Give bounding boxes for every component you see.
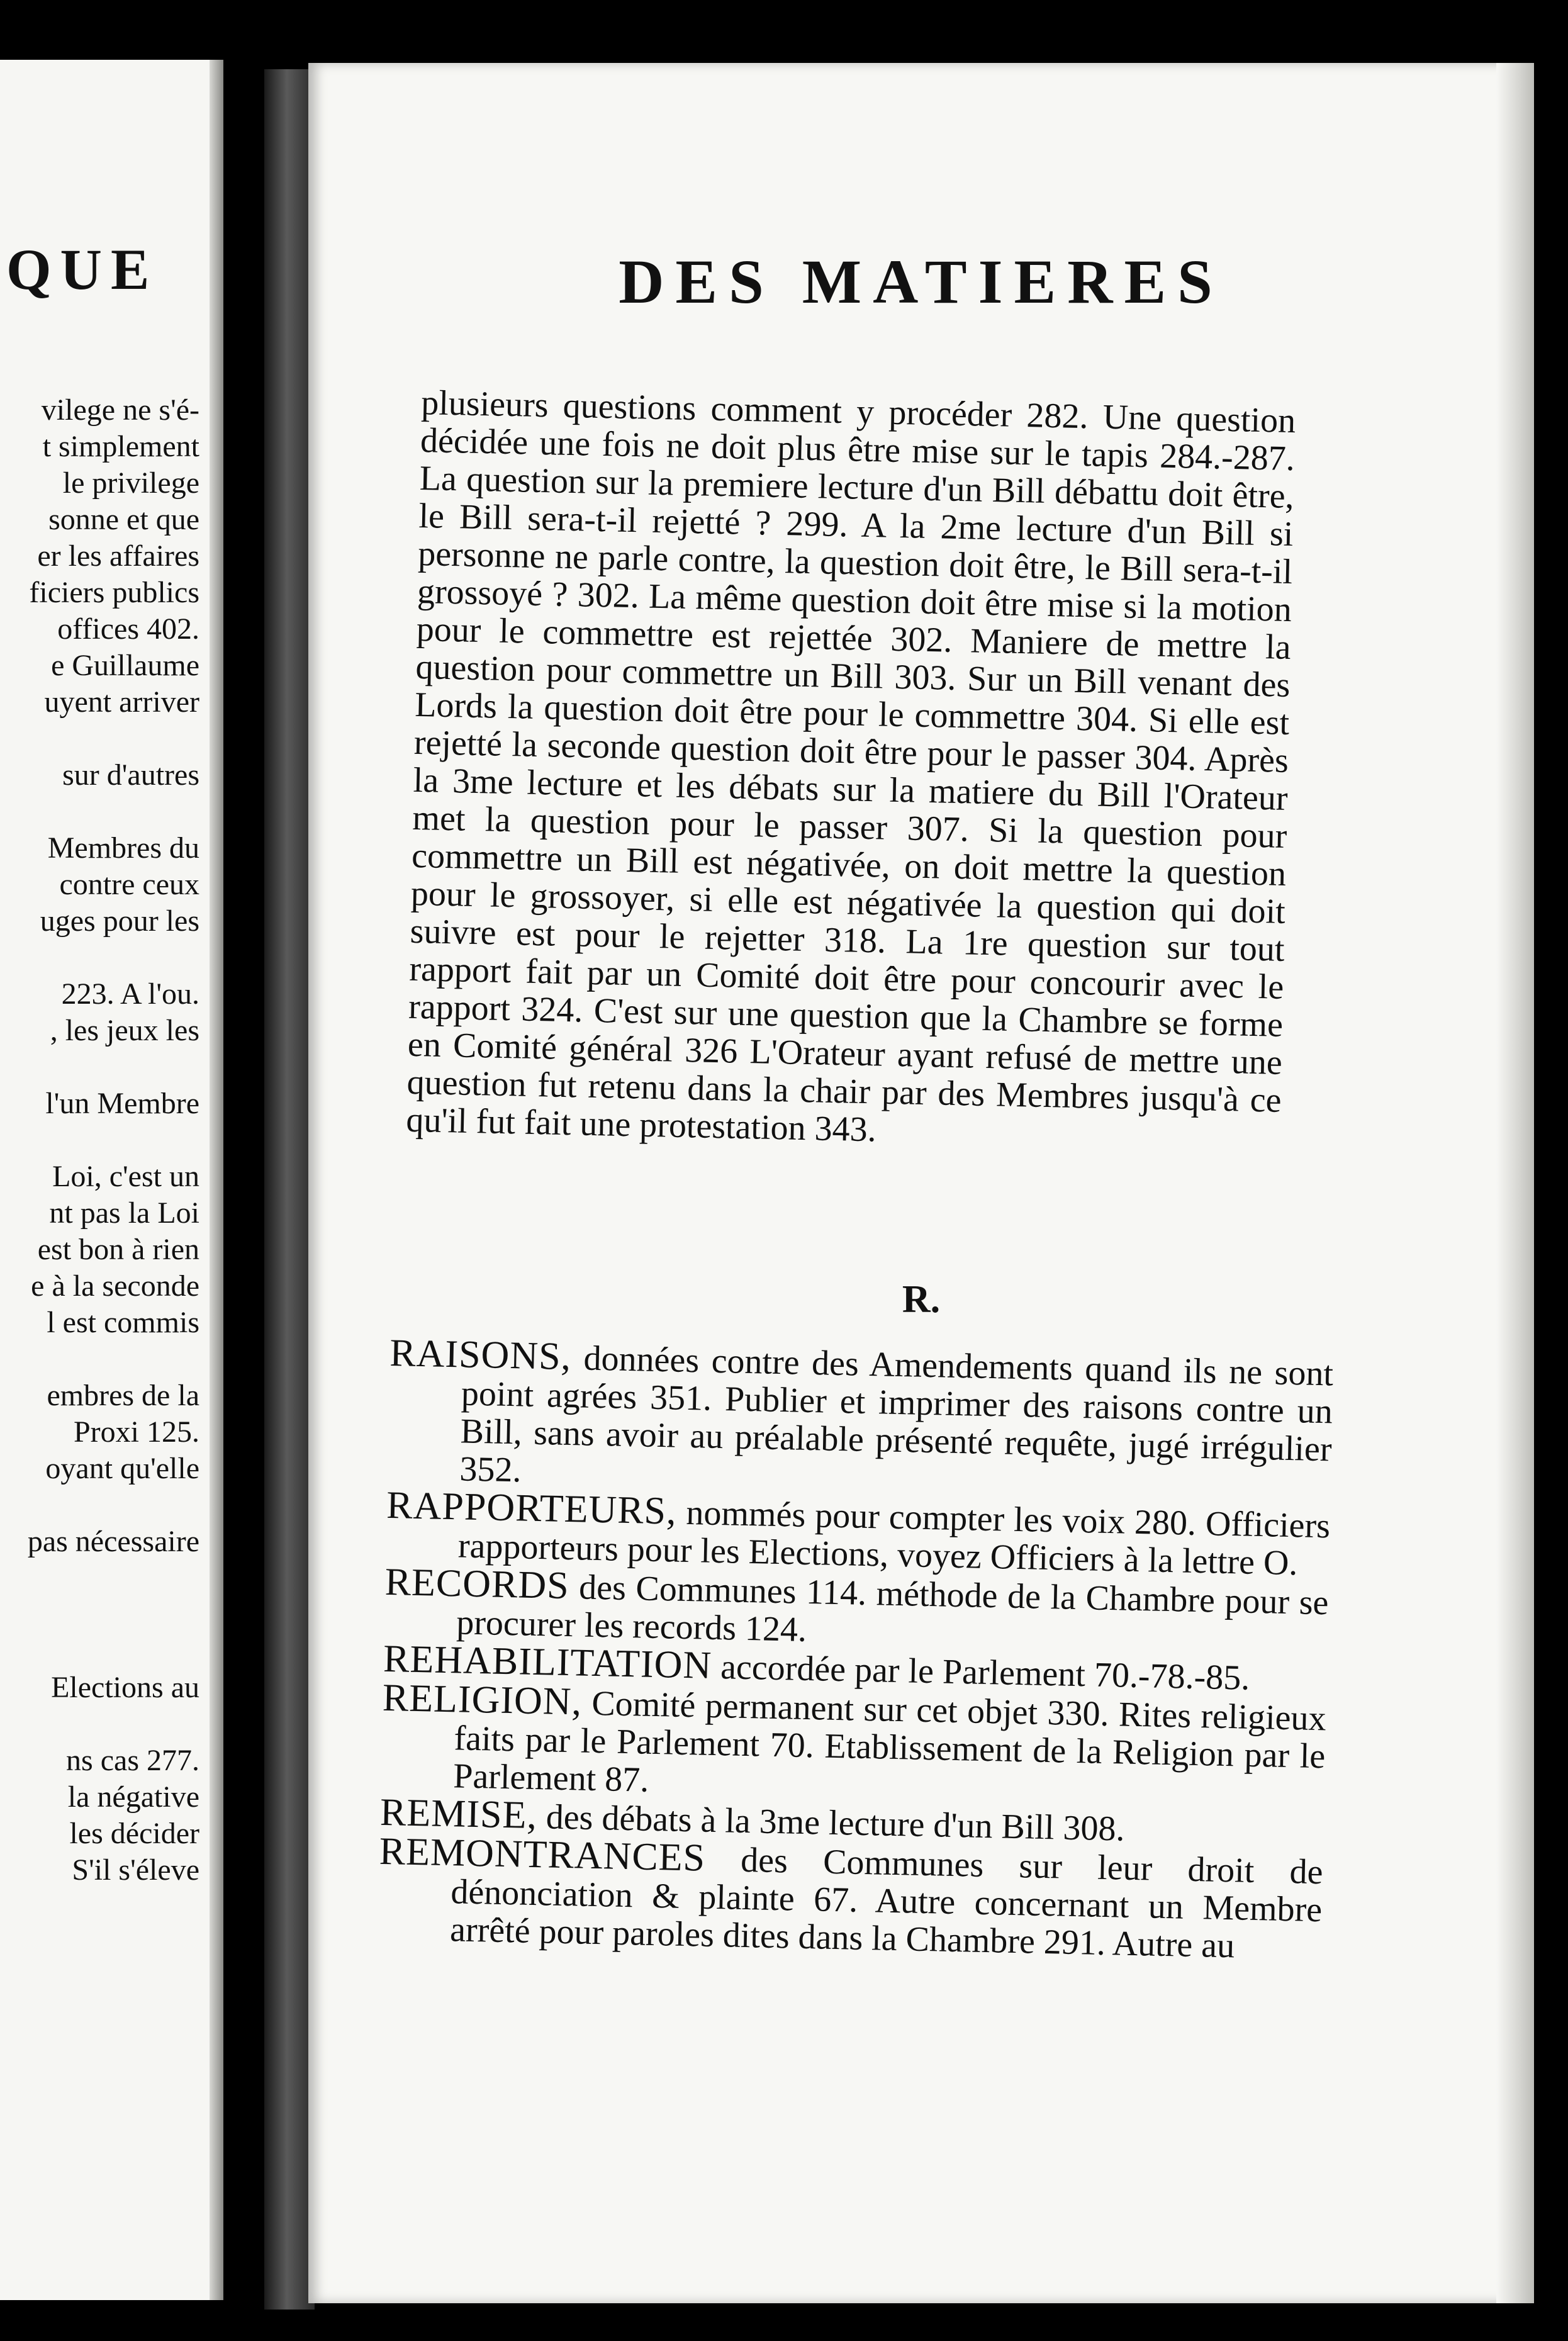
left-page-line: ficiers publics — [29, 576, 199, 609]
left-page-blank-line — [28, 1341, 199, 1378]
left-page-line: sonne et que — [48, 503, 199, 536]
page-fold-shadow — [210, 60, 223, 2300]
left-page-line: oyant qu'elle — [45, 1452, 199, 1485]
index-entries — [378, 1334, 1334, 1967]
left-page-line: , les jeux les — [50, 1014, 199, 1047]
left-page-blank-line — [28, 940, 199, 976]
index-entry-heading: RECORDS — [384, 1560, 570, 1608]
left-page-line: pas nécessaire — [27, 1525, 199, 1558]
index-entry-text: données contre des Amendements quand ils ne sont point agrées 351. Publier et imprimer des raisons contre un Bill, sans avoir au préalable présenté requête, jugé irrégulier 352. — [459, 1339, 1334, 1490]
left-page-title: QUE — [6, 237, 159, 301]
index-entry-text: des Communes sur leur droit de dénonciation & plainte 67. Autre concernant un Membre arrêté pour paroles dites dans la Chambre 291. Autre au — [449, 1839, 1324, 1966]
left-page-line: er les affaires — [37, 539, 199, 573]
left-page — [0, 60, 223, 2300]
left-page-blank-line — [28, 794, 199, 830]
left-page-line: Proxi 125. — [73, 1415, 199, 1449]
left-page-blank-line — [28, 1487, 199, 1524]
section-letter: R. — [902, 1278, 941, 1321]
index-entry — [378, 1829, 1324, 1967]
left-page-line: t simplement — [42, 430, 199, 463]
left-page-blank-line — [28, 721, 199, 757]
left-page-line: contre ceux — [59, 868, 199, 901]
left-page-line: Loi, c'est un — [52, 1160, 199, 1193]
left-page-line: uges pour les — [40, 904, 199, 938]
left-page-line: offices 402. — [57, 612, 199, 646]
left-page-line: Membres du — [47, 831, 199, 865]
left-page-blank-line — [28, 1049, 199, 1086]
index-entry-text: nommés pour compter les voix 280. Officiers rapporteurs pour les Elections, voyez Officiers à la lettre O. — [457, 1493, 1331, 1583]
index-entry-text: accordée par le Parlement 70.-78.-85. — [711, 1647, 1250, 1698]
index-entry — [387, 1334, 1334, 1506]
left-page-line: nt pas la Loi — [49, 1196, 199, 1230]
left-page-line: sur d'autres — [62, 758, 199, 792]
left-page-line: l'un Membre — [45, 1087, 199, 1120]
left-page-blank-line — [28, 1122, 199, 1159]
page-edge — [1496, 63, 1534, 2303]
continued-paragraph: plusieurs questions comment y procéder 282. Une question décidée une fois ne doit plus être mise sur le tapis 284.-287. La question sur la premiere lecture d'un Bill débattu doit être, le Bill sera-t-il rejetté ? 299. A la 2me lecture d'un Bill si personne ne parle contre, la question doit être, le Bill sera-t-il grossoyé ? 302. La même question doit être mise si la motion pour le commettre est rejettée 302. Maniere de mettre la question pour commettre un Bill 303. Sur un Bill venant des Lords la question doit être pour le commettre 304. Si elle est rejetté la seconde question doit être pour le passer 304. Après la 3me lecture et les débats sur la matiere du Bill l'Orateur met la question pour le passer 307. Si la question pour commettre un Bill est négativée, on doit mettre la question pour le grossoyer, si elle est négativée la question qui doit suivre est pour le rejetter 318. La 1re question sur tout rapport fait par un Comité doit être pour concourir avec le rapport 324. C'est sur une question que la Chambre se forme en Comité général 326 L'Orateur ayant refusé de mettre une question fut retenu dans la chair par des Membres jusqu'à ce qu'il fut fait une protestation 343. — [405, 383, 1296, 1150]
left-page-text — [28, 392, 199, 1889]
index-entry-heading: REHABILITATION — [383, 1637, 712, 1687]
index-entry-heading: RAISONS, — [389, 1332, 572, 1379]
left-page-line: e Guillaume — [51, 649, 199, 682]
left-page-line: e à la seconde — [31, 1269, 199, 1303]
left-page-line: la négative — [67, 1780, 199, 1814]
left-page-blank-line — [28, 1706, 199, 1743]
left-page-line: les décider — [69, 1817, 199, 1850]
index-entry-heading: RAPPORTEURS, — [386, 1483, 678, 1533]
left-page-line: 223. A l'ou. — [61, 977, 199, 1011]
left-page-line: uyent arriver — [44, 685, 199, 719]
index-entry-text: Comité permanent sur cet objet 330. Rites religieux faits par le Parlement 70. Etablissement de la Religion par le Parlement 87. — [452, 1683, 1327, 1800]
index-entry — [381, 1676, 1327, 1813]
page-header: DES MATIERES — [619, 247, 1224, 317]
left-page-line: Elections au — [51, 1671, 199, 1704]
left-page-line: vilege ne s'é- — [41, 393, 199, 427]
index-entry-heading: REMONTRANCES — [379, 1829, 706, 1880]
index-entry-text: des Communes 114. méthode de la Chambre pour se procurer les records 124. — [456, 1568, 1330, 1649]
left-page-line: embres de la — [47, 1379, 199, 1412]
left-page-blank-line — [28, 1633, 199, 1670]
index-entry-text: des débats à la 3me lecture d'un Bill 308. — [537, 1797, 1126, 1849]
left-page-line: ns cas 277. — [66, 1744, 199, 1777]
right-page — [308, 63, 1534, 2303]
index-entry-heading: REMISE, — [379, 1790, 538, 1838]
left-page-line: est bon à rien — [37, 1233, 199, 1266]
left-page-line: l est commis — [47, 1306, 199, 1339]
left-page-line: le privilege — [62, 466, 199, 500]
left-page-line: S'il s'éleve — [72, 1853, 199, 1887]
left-page-blank-line — [28, 1560, 199, 1597]
left-page-blank-line — [28, 1597, 199, 1633]
book-spine — [264, 69, 315, 2310]
index-entry-heading: RELIGION, — [382, 1676, 583, 1724]
